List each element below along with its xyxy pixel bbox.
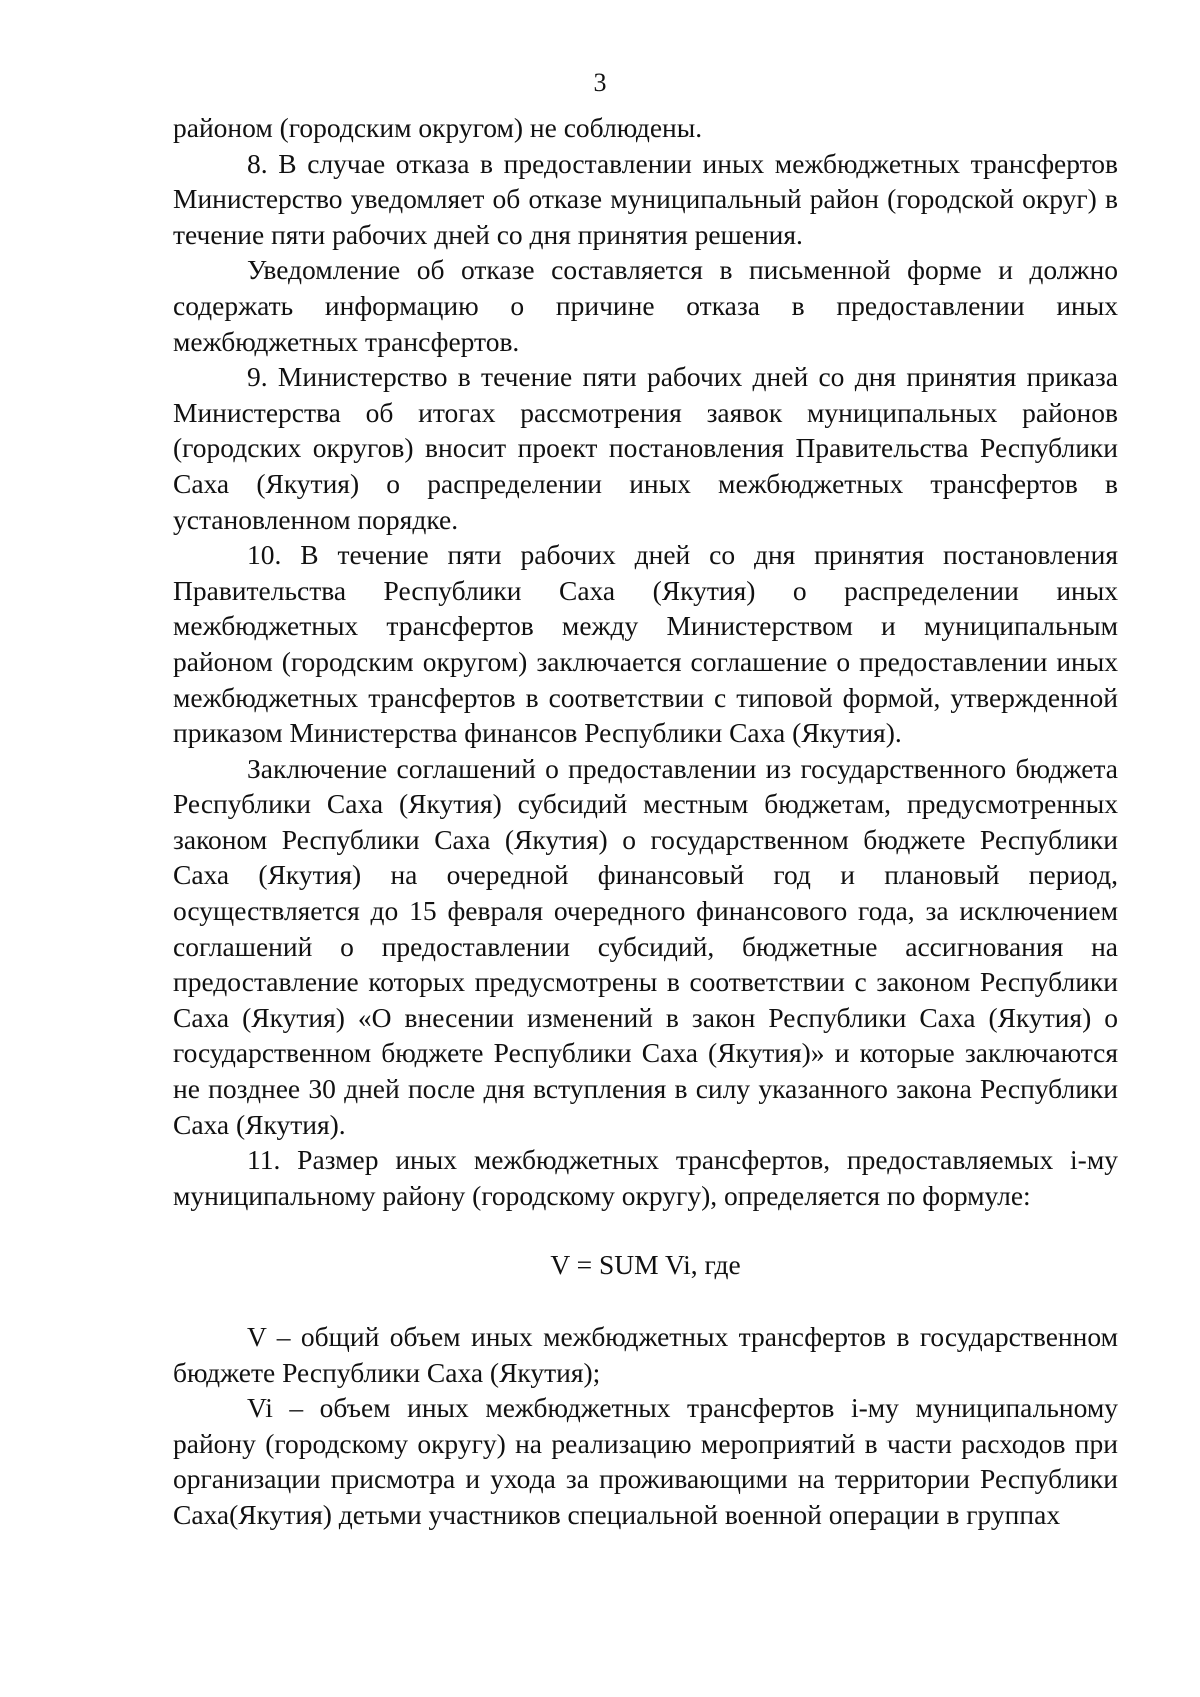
formula: V = SUM Vi, где [550,1249,741,1281]
page-number: 3 [593,68,607,97]
paragraph-refusal-notice: Уведомление об отказе составляется в письменной форме и должно содержать информацию о причине отказа в предоставлении иных межбюджетных трансфертов. [173,254,1118,357]
paragraph-item-9: 9. Министерство в течение пяти рабочих дней со дня принятия приказа Министерства об итогах рассмотрения заявок муниципальных районов (городских округов) вносит проект постановления Правительства Республики Саха (Якутия) о распределении иных межбюджетных трансфертов в установленном порядке. [173,361,1118,535]
definition-v: V – общий объем иных межбюджетных трансфертов в государственном бюджете Республики Саха (Якутия); [173,1321,1118,1388]
paragraph-item-11: 11. Размер иных межбюджетных трансфертов, предоставляемых i-му муниципальному району (городскому округу), определяется по формуле: [173,1144,1118,1211]
paragraph-continuation: районом (городским округом) не соблюдены. [173,112,703,143]
paragraph-agreements: Заключение соглашений о предоставлении из государственного бюджета Республики Саха (Якутия) субсидий местным бюджетам, предусмотренных законом Республики Саха (Якутия) о государственном бюджете Республики Саха (Якутия) на очередной финансовый год и плановый период, осуществляется до 15 февраля очередного финансового года, за исключением соглашений о предоставлении субсидий, бюджетные ассигнования на предоставление которых предусмотрены в соответствии с законом Республики Саха (Якутия) «О внесении изменений в закон Республики Саха (Якутия) о государственном бюджете Республики Саха (Якутия)» и которые заключаются не позднее 30 дней после дня вступления в силу указанного закона Республики Саха (Якутия). [173,752,1118,1140]
paragraph-item-8: 8. В случае отказа в предоставлении иных межбюджетных трансфертов Министерство уведомляет об отказе муниципальный район (городской округ) в течение пяти рабочих дней со дня принятия решения. [173,147,1118,250]
document-body [173,110,1118,1533]
definition-vi: Vi – объем иных межбюджетных трансфертов i-му муниципальному району (городскому округу) на реализацию мероприятий в части расходов при организации присмотра и ухода за проживающими на территории Республики Саха(Якутия) детьми участников специальной военной операции в группах [173,1392,1118,1530]
paragraph-item-10: 10. В течение пяти рабочих дней со дня принятия постановления Правительства Республики Саха (Якутия) о распределении иных межбюджетных трансфертов между Министерством и муниципальным районом (городским округом) заключается соглашение о предоставлении иных межбюджетных трансфертов в соответствии с типовой формой, утвержденной приказом Министерства финансов Республики Саха (Якутия). [173,539,1118,749]
